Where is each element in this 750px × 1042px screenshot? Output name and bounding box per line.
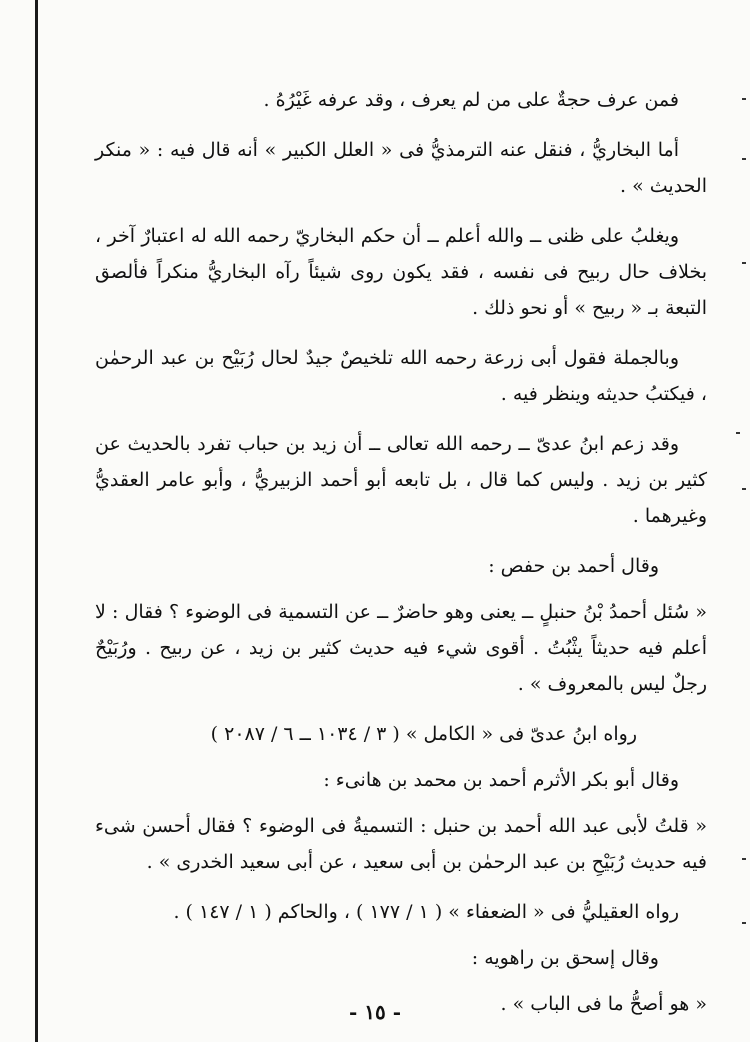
- page-binding-edge: [35, 0, 38, 1042]
- margin-mark: [742, 158, 746, 160]
- quotation: « هو أصحُّ ما فى الباب » .: [500, 993, 707, 1015]
- paragraph: وقال إسحق بن راهويه :: [471, 947, 659, 969]
- paragraph: وبالجملة فقول أبى زرعة رحمه الله تلخيصٌ جيدٌ لحال رُبَيْح بن عبد الرحمٰن ، فيكتبُ حديثه وينظر فيه .: [95, 347, 707, 405]
- paragraph: وقد زعم ابنُ عدىّ ــ رحمه الله تعالى ــ أن زيد بن حباب تفرد بالحديث عن كثير بن زيد . وليس كما قال ، بل تابعه أبو أحمد الزبيريُّ ، وأبو عامر العقديُّ وغيرهما .: [95, 433, 707, 527]
- citation: رواه ابنُ عدىّ فى « الكامل » ( ٣ / ١٠٣٤ ــ ٦ / ٢٠٨٧ ): [210, 723, 637, 745]
- paragraph: أما البخاريُّ ، فنقل عنه الترمذيُّ فى « العلل الكبير » أنه قال فيه : « منكر الحديث » .: [95, 139, 707, 197]
- citation: رواه العقيليُّ فى « الضعفاء » ( ١ / ١٧٧ ) ، والحاكم ( ١ / ١٤٧ ) .: [173, 901, 679, 923]
- margin-mark: [742, 488, 746, 490]
- margin-mark: [742, 98, 746, 100]
- paragraph: وقال أحمد بن حفص :: [488, 555, 659, 577]
- margin-mark: [742, 922, 746, 924]
- quotation: « سُئل أحمدُ بْنُ حنبلٍ ــ يعنى وهو حاضرٌ ــ عن التسمية فى الوضوء ؟ فقال : لا أعلم فيه حديثاً يثْبُتُ . أقوى شيء فيه حديث كثير بن زيد ، عن ربيح . ورُبَيْحٌ رجلٌ ليس بالمعروف » .: [95, 601, 707, 695]
- paragraph: ويغلبُ على ظنى ــ والله أعلم ــ أن حكم البخاريّ رحمه الله له اعتبارٌ آخر ، بخلاف حال ربيح فى نفسه ، فقد يكون روى شيئاً رآه البخاريُّ منكراً فألصق التبعة بـ « ربيح » أو نحو ذلك .: [95, 225, 707, 319]
- paragraph: فمن عرف حجةٌ على من لم يعرف ، وقد عرفه غَيْرُهُ .: [263, 89, 679, 111]
- margin-mark: [736, 432, 740, 434]
- page-number: - ١٥ -: [348, 1000, 401, 1024]
- paragraph: وقال أبو بكر الأثرم أحمد بن محمد بن هانىء :: [323, 769, 679, 791]
- document-body: [95, 82, 707, 1036]
- quotation: « قلتُ لأبى عبد الله أحمد بن حنبل : التسميةُ فى الوضوء ؟ فقال أحسن شىء فيه حديث رُبَيْحِ بن عبد الرحمٰن بن أبى سعيد ، عن أبى سعيد الخدرى » .: [95, 815, 707, 873]
- margin-mark: [742, 262, 746, 264]
- margin-mark: [742, 858, 746, 860]
